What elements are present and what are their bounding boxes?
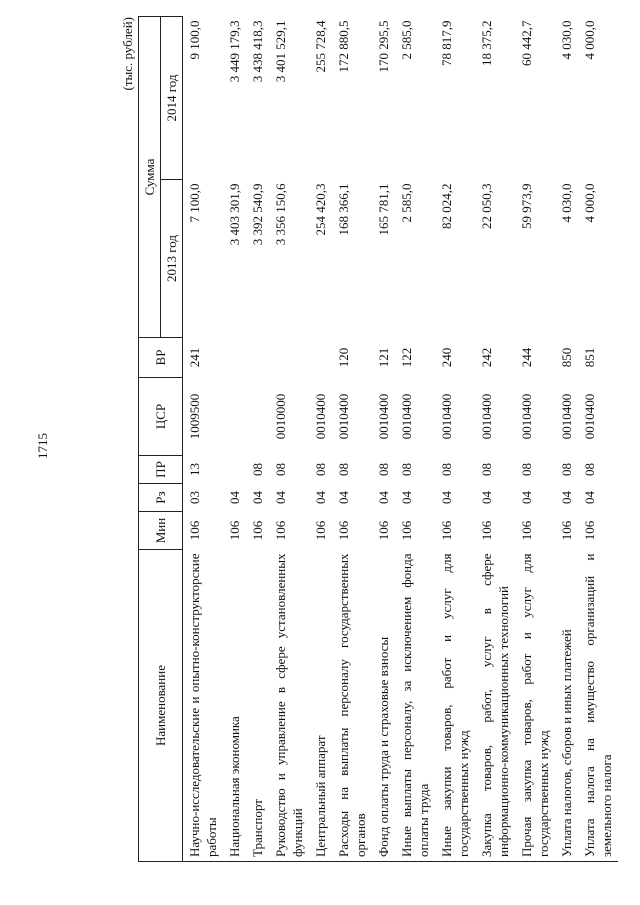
row-sum-2014: 3 401 529,1 (273, 20, 288, 83)
table-row (269, 17, 309, 862)
table-row (372, 17, 395, 862)
row-name: Иные закупки товаров, работ и услуг для государственных нужд (435, 550, 475, 862)
row-sum-2014: 4 000,0 (582, 20, 597, 60)
row-vr: 850 (559, 347, 574, 368)
header-2013: 2013 год (161, 180, 183, 338)
row-name: Центральный аппарат (309, 550, 332, 862)
row-rz: 04 (227, 491, 242, 504)
row-sum-2013: 59 973,9 (519, 183, 534, 229)
row-vr: 121 (376, 347, 391, 368)
unit-label: (тыс. рублей) (120, 17, 135, 91)
row-name: Иные выплаты персоналу, за исключением фонда оплаты труда (395, 550, 435, 862)
row-rz: 04 (336, 491, 351, 504)
row-sum-2013: 3 356 150,6 (273, 183, 288, 246)
row-sum-2014: 18 375,2 (479, 20, 494, 66)
row-vr: 851 (582, 347, 597, 368)
row-sum-2013: 82 024,2 (439, 183, 454, 229)
table-row (555, 17, 578, 862)
table-body (183, 17, 619, 862)
row-min: 106 (227, 520, 242, 541)
row-name: Транспорт (246, 550, 269, 862)
row-name: Научно-исследовательские и опытно-конструкторские работы (183, 550, 224, 862)
row-pr: 08 (439, 463, 454, 476)
row-min: 106 (439, 520, 454, 541)
row-min: 106 (250, 520, 265, 541)
row-sum-2014: 172 880,5 (336, 20, 351, 73)
page-number: 1715 (35, 433, 50, 459)
row-csr: 0010400 (559, 393, 574, 440)
row-csr: 0010400 (479, 393, 494, 440)
header-sum: Сумма (139, 17, 161, 338)
row-rz: 04 (582, 491, 597, 504)
row-pr: 08 (399, 463, 414, 476)
row-min: 106 (336, 520, 351, 541)
budget-table (138, 16, 618, 862)
table-row (435, 17, 475, 862)
row-vr: 122 (399, 347, 414, 368)
row-name: Уплата налогов, сборов и иных платежей (555, 550, 578, 862)
row-name: Национальная экономика (223, 550, 246, 862)
row-vr: 244 (519, 347, 534, 368)
row-sum-2013: 254 420,3 (313, 183, 328, 236)
header-vr: ВР (139, 338, 183, 378)
row-vr (246, 338, 269, 378)
row-vr: 242 (479, 347, 494, 368)
row-rz: 04 (376, 491, 391, 504)
row-sum-2014: 2 585,0 (399, 20, 414, 60)
header-name: Наименование (139, 550, 183, 862)
row-name: Уплата налога на имущество организаций и земельного налога (578, 550, 618, 862)
row-pr: 08 (559, 463, 574, 476)
table-row (246, 17, 269, 862)
row-rz: 04 (273, 491, 288, 504)
row-pr: 08 (582, 463, 597, 476)
row-vr (269, 338, 309, 378)
row-rz: 04 (313, 491, 328, 504)
row-rz: 04 (250, 491, 265, 504)
row-sum-2013: 165 781,1 (376, 183, 391, 236)
row-sum-2013: 168 366,1 (336, 183, 351, 236)
row-sum-2013: 4 000,0 (582, 183, 597, 223)
row-sum-2014: 78 817,9 (439, 20, 454, 66)
row-csr: 0010400 (336, 393, 351, 440)
row-sum-2013: 3 403 301,9 (227, 183, 242, 246)
row-vr: 120 (336, 347, 351, 368)
row-rz: 04 (479, 491, 494, 504)
row-sum-2014: 9 100,0 (187, 20, 202, 60)
row-name: Закупка товаров, работ, услуг в сфере информационно-коммуникационных технологий (475, 550, 515, 862)
row-min: 106 (187, 520, 202, 541)
row-rz: 04 (559, 491, 574, 504)
row-sum-2014: 3 449 179,3 (227, 20, 242, 83)
table-row (332, 17, 372, 862)
header-2014: 2014 год (161, 17, 183, 180)
row-min: 106 (559, 520, 574, 541)
row-min: 106 (399, 520, 414, 541)
table-row (395, 17, 435, 862)
header-pr: ПР (139, 456, 183, 484)
table-row (223, 17, 246, 862)
row-name: Руководство и управление в сфере установленных функций (269, 550, 309, 862)
row-pr: 08 (519, 463, 534, 476)
row-pr: 08 (250, 463, 265, 476)
row-csr: 0010400 (439, 393, 454, 440)
row-pr: 08 (336, 463, 351, 476)
header-min: Мин (139, 512, 183, 550)
table-row (183, 17, 224, 862)
row-pr (223, 456, 246, 484)
row-sum-2013: 7 100,0 (187, 183, 202, 223)
header-csr: ЦСР (139, 378, 183, 456)
row-pr: 08 (273, 463, 288, 476)
row-name: Расходы на выплаты персоналу государственных органов (332, 550, 372, 862)
row-csr: 0010400 (399, 393, 414, 440)
row-vr (223, 338, 246, 378)
row-csr: 0010400 (376, 393, 391, 440)
row-csr: 0010000 (273, 393, 288, 440)
row-csr (246, 378, 269, 456)
row-pr: 08 (376, 463, 391, 476)
row-csr (223, 378, 246, 456)
row-sum-2014: 60 442,7 (519, 20, 534, 66)
table-row (515, 17, 555, 862)
row-csr: 0010400 (313, 393, 328, 440)
row-sum-2013: 4 030,0 (559, 183, 574, 223)
rotated-table-page (120, 17, 614, 862)
row-vr: 240 (439, 347, 454, 368)
row-rz: 04 (439, 491, 454, 504)
row-sum-2013: 2 585,0 (399, 183, 414, 223)
row-sum-2014: 4 030,0 (559, 20, 574, 60)
header-rz: Рз (139, 484, 183, 512)
row-sum-2014: 255 728,4 (313, 20, 328, 73)
row-sum-2013: 3 392 540,9 (250, 183, 265, 246)
row-min: 106 (582, 520, 597, 541)
table-row (578, 17, 618, 862)
row-sum-2014: 3 438 418,3 (250, 20, 265, 83)
row-pr: 08 (313, 463, 328, 476)
row-sum-2014: 170 295,5 (376, 20, 391, 73)
row-pr: 08 (479, 463, 494, 476)
row-min: 106 (479, 520, 494, 541)
table-header (139, 17, 183, 862)
row-name: Прочая закупка товаров, работ и услуг для государственных нужд (515, 550, 555, 862)
row-min: 106 (313, 520, 328, 541)
row-csr: 0010400 (519, 393, 534, 440)
row-vr: 241 (187, 347, 202, 368)
table-row (475, 17, 515, 862)
row-csr: 0010400 (582, 393, 597, 440)
table-row (309, 17, 332, 862)
row-rz: 03 (187, 491, 202, 504)
row-min: 106 (273, 520, 288, 541)
row-min: 106 (519, 520, 534, 541)
row-min: 106 (376, 520, 391, 541)
row-rz: 04 (399, 491, 414, 504)
row-rz: 04 (519, 491, 534, 504)
row-csr: 1009500 (187, 393, 202, 440)
row-sum-2013: 22 050,3 (479, 183, 494, 229)
row-vr (309, 338, 332, 378)
row-pr: 13 (187, 463, 202, 476)
row-name: Фонд оплаты труда и страховые взносы (372, 550, 395, 862)
